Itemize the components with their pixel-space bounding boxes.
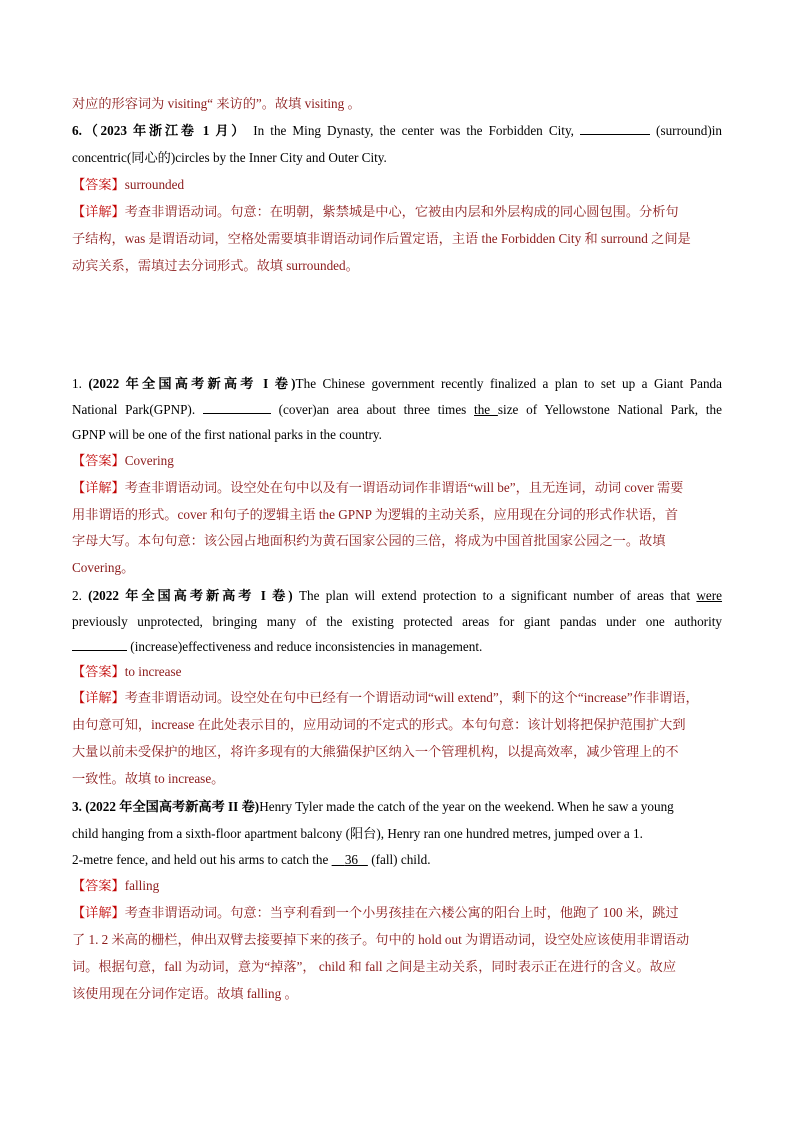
underlined-word: the	[474, 402, 498, 417]
question-1-detail-3: 字母大写。本句句意：该公园占地面积约为黄石国家公园的三倍，将成为中国首批国家公园之一。故填	[72, 533, 666, 548]
question-1-text: size of Yellowstone National Park, the	[497, 402, 722, 417]
question-1-answer	[72, 452, 174, 470]
answer-tag: 【答案】	[72, 453, 125, 468]
question-2-answer	[72, 663, 182, 681]
question-2-detail-2: 由句意可知，increase 在此处表示目的，应用动词的不定式的形式。本句句意：该计划将把保护范围扩大到	[72, 717, 686, 732]
question-3-detail-3: 词。根据句意，fall 为动词，意为“掉落”， child 和 fall 之间是主动关系，同时表示正在进行的含义。故应	[72, 959, 677, 974]
answer-tag: 【答案】	[72, 177, 125, 192]
question-2-hint: (increase)effectiveness and reduce inconsistencies in management.	[127, 639, 483, 654]
question-2-detail-1	[72, 689, 699, 707]
question-6-hint: (surround)in	[650, 123, 722, 138]
question-3-line-2: child hanging from a sixth-floor apartment balcony (阳台), Henry ran one hundred metres, jumped over a 1.	[72, 826, 643, 841]
question-6-line-2: concentric(同心的)circles by the Inner City and Outer City.	[72, 150, 387, 165]
question-2-line-2: previously unprotected, bringing many of the existing protected areas for giant pandas under one authority	[72, 614, 722, 629]
answer-blank[interactable]	[580, 122, 650, 135]
question-3-answer	[72, 877, 159, 895]
question-1-detail-1	[72, 479, 683, 497]
question-2-detail-3: 大量以前未受保护的地区，将许多现有的大熊猫保护区纳入一个管理机构，以提高效率，减少管理上的不	[72, 744, 679, 759]
question-6-detail-2: 子结构，was 是谓语动词，空格处需要填非谓语动词作后置定语，主语 the Forbidden City 和 surround 之间是	[72, 231, 691, 246]
question-1-detail-4: Covering。	[72, 560, 135, 575]
question-3-line-3	[72, 851, 431, 869]
question-1-text: National Park(GPNP).	[72, 402, 203, 417]
answer-value: Covering	[124, 453, 174, 468]
question-1-number: 1.	[72, 376, 89, 391]
question-6-detail-3: 动宾关系，需填过去分词形式。故填 surrounded。	[72, 258, 359, 273]
question-1-hint: (cover)an area about three times	[270, 402, 475, 417]
question-2-text: The plan will extend protection to a significant number of areas that	[292, 588, 697, 603]
question-6-detail-1	[72, 203, 679, 221]
answer-tag: 【答案】	[72, 664, 125, 679]
question-2-line-1	[72, 587, 722, 605]
answer-tag: 【答案】	[72, 878, 125, 893]
blank-number: 36	[344, 852, 358, 867]
question-3-source: 3. (2022 年全国高考新高考 II 卷)	[72, 799, 260, 814]
question-3-detail-2: 了 1. 2 米高的栅栏，伸出双臂去接要掉下来的孩子。句中的 hold out 为谓语动词，设空处应该使用非谓语动	[72, 932, 690, 947]
question-1-source: (2022 年全国高考新高考 I 卷)	[88, 376, 296, 391]
answer-blank[interactable]	[203, 401, 271, 414]
question-2-source: (2022 年全国高考新高考 I 卷)	[88, 588, 293, 603]
answer-blank[interactable]	[72, 638, 127, 651]
detail-tag: 【详解】	[72, 204, 125, 219]
question-6-text: In the Ming Dynasty, the center was the Forbidden City,	[247, 123, 581, 138]
detail-tag: 【详解】	[72, 480, 125, 495]
detail-tag: 【详解】	[72, 690, 125, 705]
detail-text: 考查非谓语动词。句意：当亨利看到一个小男孩挂在六楼公寓的阳台上时，他跑了 100 米，跳过	[124, 905, 679, 920]
question-3-line-1	[72, 798, 674, 816]
detail-tag: 【详解】	[72, 905, 125, 920]
question-1-line-1	[72, 375, 722, 393]
answer-value: surrounded	[124, 177, 185, 192]
question-2-line-3	[72, 638, 482, 656]
question-3-text: Henry Tyler made the catch of the year on the weekend. When he saw a young	[259, 799, 674, 814]
detail-text: 考查非谓语动词。设空处在句中以及有一谓语动词作非谓语“will be”，且无连词，动词 cover 需要	[124, 480, 684, 495]
answer-blank[interactable]	[332, 852, 368, 867]
question-2-detail-4: 一致性。故填 to increase。	[72, 771, 225, 786]
question-2-number: 2.	[72, 588, 89, 603]
question-1-text: The Chinese government recently finalized a plan to set up a Giant Panda	[295, 376, 723, 391]
question-3-detail-1	[72, 904, 679, 922]
answer-value: to increase	[124, 664, 182, 679]
answer-value: falling	[124, 878, 160, 893]
question-1-detail-2: 用非谓语的形式。cover 和句子的逻辑主语 the GPNP 为逻辑的主动关系，应用现在分词的形式作状语，首	[72, 507, 679, 522]
text-line: 对应的形容词为 visiting“ 来访的”。故填 visiting 。	[72, 96, 361, 111]
question-6-source: 6.（2023 年浙江卷 1 月）	[72, 123, 248, 138]
underlined-word: were	[696, 588, 723, 603]
detail-text: 考查非谓语动词。句意：在明朝，紫禁城是中心，它被由内层和外层构成的同心圆包围。分析句	[124, 204, 679, 219]
question-1-line-3: GPNP will be one of the first national parks in the country.	[72, 427, 382, 442]
question-6-answer	[72, 176, 184, 194]
question-1-line-2	[72, 401, 722, 419]
question-3-detail-4: 该使用现在分词作定语。故填 falling 。	[72, 986, 298, 1001]
detail-text: 考查非谓语动词。设空处在句中已经有一个谓语动词“will extend”，剩下的这个“increase”作非谓语，	[124, 690, 699, 705]
question-6-line-1	[72, 122, 722, 140]
question-3-hint: (fall) child.	[367, 852, 431, 867]
question-3-text: 2-metre fence, and held out his arms to catch the	[72, 852, 332, 867]
